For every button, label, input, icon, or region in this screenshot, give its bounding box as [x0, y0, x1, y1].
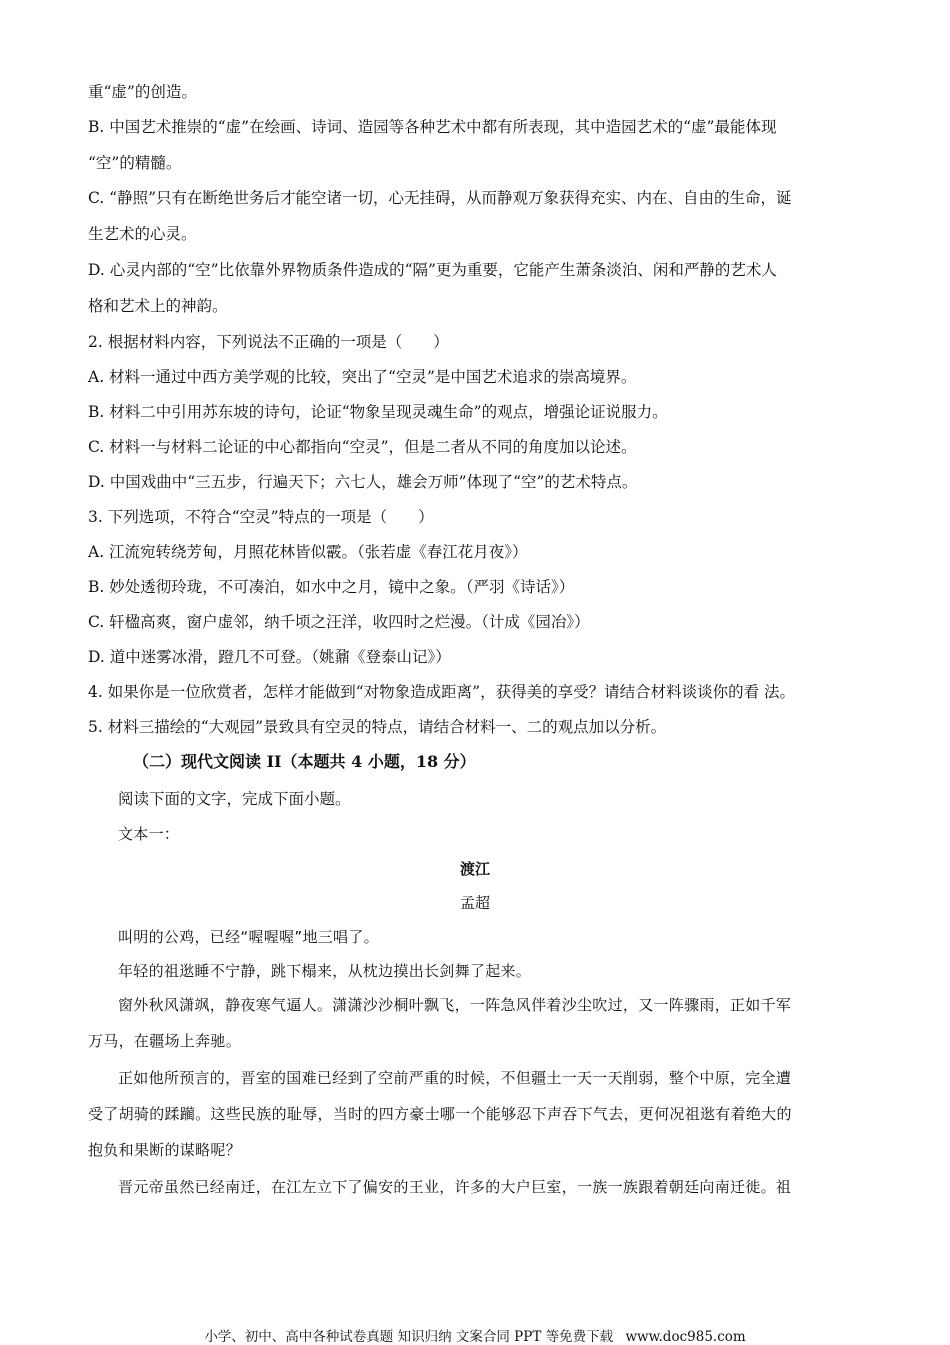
option-b-line2: “空”的精髓。 — [88, 154, 182, 172]
footer-site[interactable]: www.doc985.com — [625, 1329, 746, 1345]
option-c-line2: 生艺术的心灵。 — [88, 225, 197, 243]
question-2-option-b: B. 材料二中引用苏东坡的诗句，论证“物象呈现灵魂生命”的观点，增强论证说服力。 — [88, 403, 668, 421]
question-3-option-d: D. 道中迷雾冰滑，蹬几不可登。（姚鼐《登泰山记》） — [88, 648, 451, 666]
question-3-option-c: C. 轩楹高爽，窗户虚邻，纳千顷之汪洋，收四时之烂漫。（计成《园冶》） — [88, 613, 590, 631]
question-2-option-c: C. 材料一与材料二论证的中心都指向“空灵”，但是二者从不同的角度加以论述。 — [88, 438, 637, 456]
story-paragraph-1: 叫明的公鸡，已经“喔喔喔”地三唱了。 — [118, 928, 379, 946]
story-paragraph-3-line1: 窗外秋风潇飒，静夜寒气逼人。潇潇沙沙桐叶飘飞，一阵急风伴着沙尘吹过，又一阵骤雨，正如千军 — [118, 996, 792, 1014]
question-2-option-d: D. 中国戏曲中“三五步，行遍天下；六七人，雄会万师”体现了“空”的艺术特点。 — [88, 473, 638, 491]
story-paragraph-2: 年轻的祖逖睡不宁静，跳下榻来，从枕边摸出长剑舞了起来。 — [118, 962, 532, 980]
question-5: 5. 材料三描绘的“大观园”景致具有空灵的特点，请结合材料一、二的观点加以分析。 — [88, 718, 667, 736]
footer-text: 小学、初中、高中各种试卷真题 知识归纳 文案合同 PPT 等免费下载 — [204, 1329, 614, 1345]
option-a-continuation: 重“虚”的创造。 — [88, 83, 197, 101]
question-2-option-a: A. 材料一通过中西方美学观的比较，突出了“空灵”是中国艺术追求的崇高境界。 — [88, 368, 637, 386]
question-3-option-a: A. 江流宛转绕芳甸，月照花林皆似霰。（张若虚《春江花月夜》） — [88, 543, 528, 561]
story-paragraph-4-line1: 正如他所预言的，晋室的国难已经到了空前严重的时候，不但疆土一天一天削弱，整个中原，完全遭 — [118, 1069, 792, 1087]
text-label: 文本一： — [118, 825, 180, 843]
option-c-line1: C. “静照”只有在断绝世务后才能空诸一切，心无挂碍，从而静观万象获得充实、内在、自由的生命，诞 — [88, 189, 792, 207]
story-title: 渡江 — [459, 860, 490, 878]
option-b-line1: B. 中国艺术推崇的“虚”在绘画、诗词、造园等各种艺术中都有所表现，其中造园艺术的“虚”最能体现 — [88, 118, 777, 136]
page-footer — [0, 1325, 950, 1345]
story-author: 孟超 — [459, 894, 490, 912]
question-4: 4. 如果你是一位欣赏者，怎样才能做到“对物象造成距离”，获得美的享受？请结合材料谈谈你的看 法。 — [88, 683, 795, 701]
section-instruction: 阅读下面的文字，完成下面小题。 — [118, 790, 351, 808]
story-paragraph-5-line1: 晋元帝虽然已经南迁，在江左立下了偏安的王业，许多的大户巨室，一族一族跟着朝廷向南迁徙。祖 — [118, 1178, 792, 1196]
question-2: 2. 根据材料内容，下列说法不正确的一项是（ ） — [88, 333, 449, 351]
story-paragraph-3-line2: 万马，在疆场上奔驰。 — [88, 1032, 242, 1050]
option-d-line2: 格和艺术上的神韵。 — [88, 297, 228, 315]
story-paragraph-4-line2: 受了胡骑的蹂躏。这些民族的耻辱，当时的四方豪士哪一个能够忍下声吞下气去，更何况祖逖有着绝大的 — [88, 1105, 792, 1123]
option-d-line1: D. 心灵内部的“空”比依靠外界物质条件造成的“隔”更为重要，它能产生萧条淡泊、闲和严静的艺术人 — [88, 261, 777, 279]
question-3: 3. 下列选项，不符合“空灵”特点的一项是（ ） — [88, 508, 434, 526]
section-heading: （二）现代文阅读 II（本题共 4 小题，18 分） — [133, 752, 476, 771]
story-paragraph-4-line3: 抱负和果断的谋略呢？ — [88, 1141, 242, 1159]
question-3-option-b: B. 妙处透彻玲珑，不可凑泊，如水中之月，镜中之象。（严羽《诗话》） — [88, 578, 575, 596]
